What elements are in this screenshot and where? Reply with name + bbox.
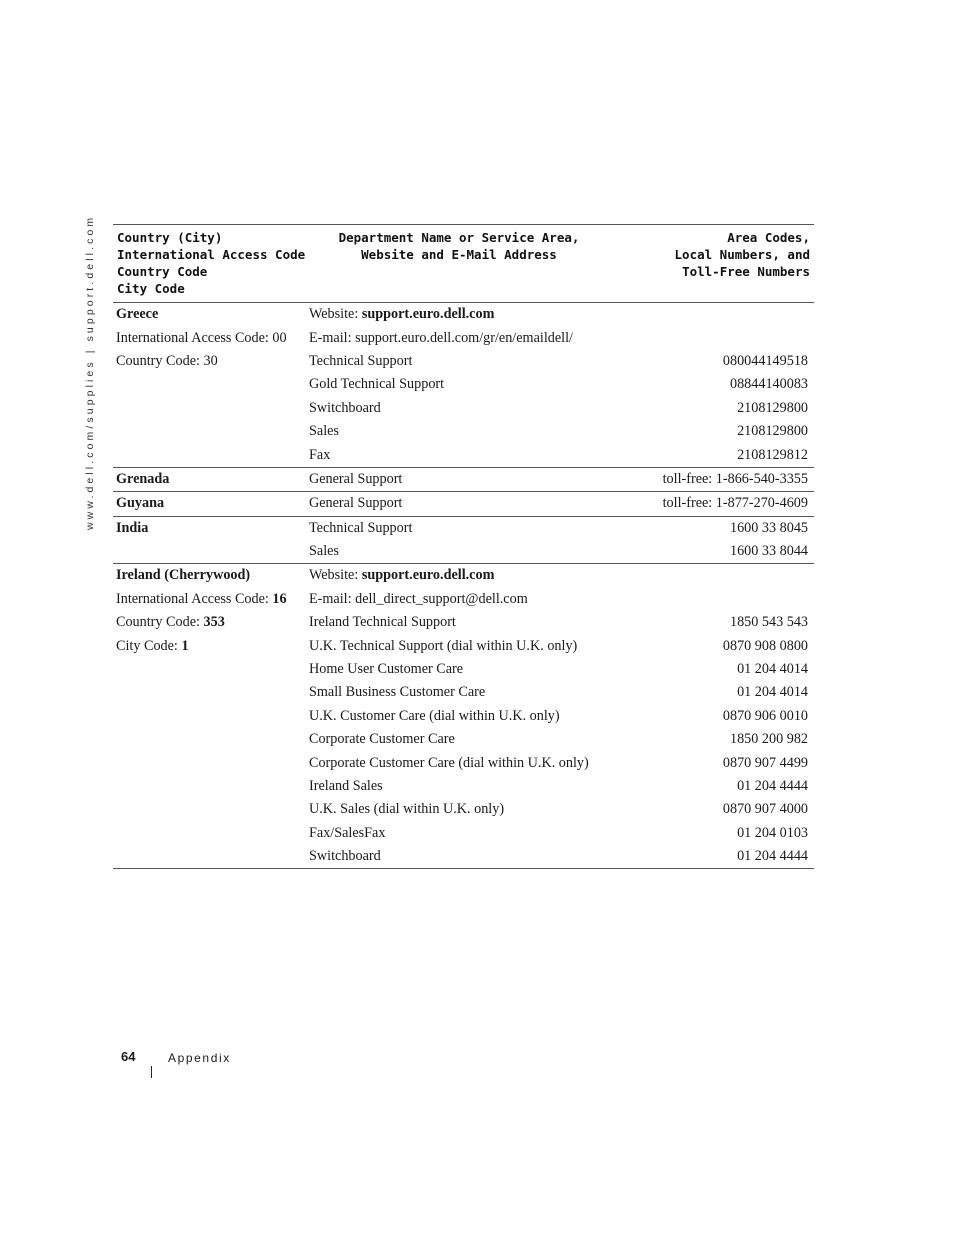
phone-number-cell: 1600 33 8044	[729, 543, 808, 560]
table-group	[113, 564, 814, 869]
phone-number-cell: 0870 908 0800	[722, 637, 808, 654]
table-row	[113, 588, 814, 611]
phone-number-cell: 1600 33 8045	[729, 519, 808, 536]
country-cell-value: 1	[181, 637, 189, 654]
phone-number-cell: 08844140083	[729, 376, 808, 393]
table-row	[113, 420, 814, 443]
side-url-text: www.dell.com/supplies | support.dell.com	[84, 214, 96, 530]
country-cell	[113, 591, 309, 608]
department-cell: Gold Technical Support	[309, 376, 445, 393]
department-cell: U.K. Customer Care (dial within U.K. only)	[309, 707, 560, 724]
header-country: Country (City) International Access Code Country Code City Code	[117, 230, 306, 296]
department-cell: Sales	[309, 423, 339, 440]
country-cell: Greece	[116, 306, 159, 323]
section-title: Appendix	[168, 1051, 231, 1065]
phone-number-cell: 01 204 4014	[737, 684, 808, 701]
department-cell: Sales	[309, 543, 339, 560]
phone-number-cell: 01 204 4014	[737, 661, 808, 678]
contact-table	[113, 224, 814, 869]
country-cell: Ireland (Cherrywood)	[116, 567, 251, 584]
table-row	[113, 397, 814, 420]
department-cell: Fax/SalesFax	[309, 824, 386, 841]
table-body	[113, 303, 814, 869]
country-cell-label: Country Code:	[116, 614, 204, 631]
country-cell	[113, 614, 309, 631]
table-row	[113, 775, 814, 798]
department-cell: Corporate Customer Care (dial within U.K. only)	[309, 754, 589, 771]
country-cell: Guyana	[116, 495, 165, 512]
department-cell: Technical Support	[309, 519, 413, 536]
department-cell: Corporate Customer Care	[309, 731, 455, 748]
department-cell	[309, 306, 609, 323]
department-cell: General Support	[309, 495, 403, 512]
website-link[interactable]: support.euro.dell.com	[361, 306, 495, 323]
table-row	[113, 798, 814, 821]
department-cell: General Support	[309, 470, 403, 487]
table-row	[113, 658, 814, 681]
table-row	[113, 634, 814, 657]
country-cell: International Access Code: 00	[116, 329, 287, 346]
country-cell-value: 353	[203, 614, 225, 631]
phone-number-cell: 080044149518	[722, 352, 808, 369]
table-row	[113, 326, 814, 349]
department-cell: Ireland Technical Support	[309, 614, 456, 631]
website-label: Website:	[309, 306, 362, 323]
table-row	[113, 468, 814, 491]
phone-number-cell: 1850 200 982	[729, 731, 808, 748]
table-row	[113, 564, 814, 587]
header-department: Department Name or Service Area, Website and E-Mail Address	[338, 230, 580, 262]
website-label: Website:	[309, 567, 362, 584]
country-cell: Grenada	[116, 470, 170, 487]
country-cell: Country Code: 30	[116, 352, 218, 369]
page-number: 64	[121, 1049, 136, 1064]
country-cell-label: City Code:	[116, 637, 182, 654]
department-cell: U.K. Sales (dial within U.K. only)	[309, 801, 505, 818]
table-row	[113, 492, 814, 515]
country-cell-value: 16	[272, 590, 287, 607]
phone-number-cell: 01 204 0103	[737, 824, 808, 841]
department-cell: Technical Support	[309, 352, 413, 369]
table-row	[113, 681, 814, 704]
table-row	[113, 303, 814, 326]
country-cell	[113, 638, 309, 655]
table-row	[113, 540, 814, 563]
table-group	[113, 468, 814, 492]
department-cell: U.K. Technical Support (dial within U.K. only)	[309, 637, 578, 654]
phone-number-cell: 2108129812	[737, 446, 808, 463]
table-header	[113, 225, 814, 303]
country-cell: India	[116, 519, 149, 536]
department-cell: Ireland Sales	[309, 778, 383, 794]
phone-number-cell: 0870 907 4000	[722, 801, 808, 818]
department-cell: Home User Customer Care	[309, 661, 464, 678]
phone-number-cell: 01 204 4444	[737, 848, 808, 865]
country-cell-label: International Access Code:	[116, 590, 273, 607]
department-cell: Switchboard	[309, 848, 381, 865]
table-row	[113, 611, 814, 634]
phone-number-cell: toll-free: 1-877-270-4609	[662, 495, 808, 512]
table-row	[113, 373, 814, 396]
table-row	[113, 443, 814, 466]
phone-number-cell: toll-free: 1-866-540-3355	[662, 470, 808, 487]
department-cell: Small Business Customer Care	[309, 684, 486, 701]
phone-number-cell: 1850 543 543	[729, 614, 808, 631]
table-row	[113, 705, 814, 728]
table-group	[113, 492, 814, 516]
phone-number-cell: 01 204 4444	[737, 778, 808, 794]
website-link[interactable]: support.euro.dell.com	[361, 567, 495, 584]
department-cell	[309, 567, 609, 584]
department-cell: Fax	[309, 446, 331, 463]
footer-divider	[151, 1066, 152, 1078]
header-numbers: Area Codes, Local Numbers, and Toll-Free Numbers	[674, 230, 810, 279]
table-row	[113, 845, 814, 868]
department-cell: Switchboard	[309, 399, 381, 416]
table-group	[113, 303, 814, 468]
table-row	[113, 517, 814, 540]
table-group	[113, 517, 814, 565]
table-row	[113, 751, 814, 774]
department-cell: E-mail: dell_direct_support@dell.com	[309, 590, 528, 607]
department-cell: E-mail: support.euro.dell.com/gr/en/emaildell/	[309, 329, 573, 346]
table-row	[113, 822, 814, 845]
phone-number-cell: 2108129800	[737, 423, 808, 440]
table-row	[113, 728, 814, 751]
phone-number-cell: 2108129800	[737, 399, 808, 416]
phone-number-cell: 0870 906 0010	[722, 707, 808, 724]
phone-number-cell: 0870 907 4499	[722, 754, 808, 771]
table-row	[113, 350, 814, 373]
